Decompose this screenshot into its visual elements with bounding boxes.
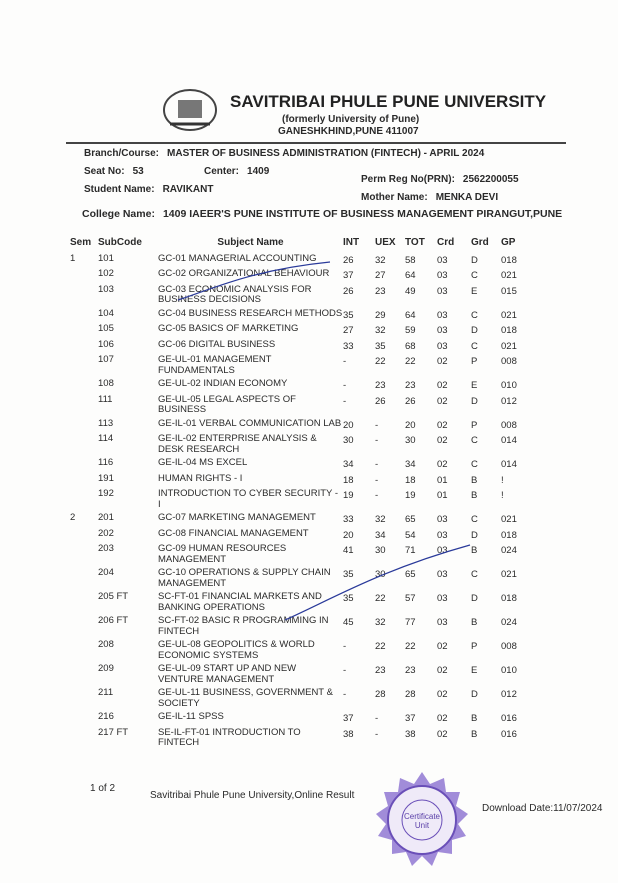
- subcode: 201: [98, 512, 114, 523]
- total-marks: 34: [405, 459, 416, 470]
- mother-name-value: MENKA DEVI: [435, 192, 499, 203]
- subject-name: GC-02 ORGANIZATIONAL BEHAVIOUR: [158, 268, 330, 279]
- credits: 02: [437, 728, 448, 740]
- table-row: [70, 434, 540, 458]
- subcode: 101: [98, 252, 114, 264]
- uex-marks: 22: [375, 641, 386, 652]
- branch-field: [84, 148, 484, 160]
- uex-marks: -: [375, 474, 379, 486]
- grade: P: [471, 356, 478, 367]
- total-marks: 54: [405, 529, 416, 541]
- subcode: 191: [98, 472, 114, 484]
- grade-points: 021: [501, 309, 517, 321]
- uex-marks: 22: [375, 593, 386, 604]
- table-row: [70, 285, 540, 309]
- credits: 03: [437, 545, 448, 556]
- table-row: [70, 513, 540, 529]
- prn-value: 2562200055: [462, 174, 519, 185]
- subcode: 103: [98, 283, 114, 295]
- credits: 02: [437, 380, 448, 391]
- subject-name: GC-09 HUMAN RESOURCES MANAGEMENT: [158, 543, 287, 565]
- university-name: SAVITRIBAI PHULE PUNE UNIVERSITY: [230, 92, 547, 111]
- grade-points: !: [501, 474, 504, 486]
- col-subcode: SubCode: [98, 237, 142, 248]
- grade: E: [471, 285, 478, 297]
- total-marks: 18: [405, 474, 416, 486]
- grade-points: 018: [501, 529, 517, 541]
- total-marks: 71: [405, 545, 416, 556]
- subject-name: GE-UL-02 INDIAN ECONOMY: [158, 378, 288, 389]
- int-marks: 41: [343, 545, 354, 556]
- credits: 03: [437, 617, 448, 628]
- grade: C: [471, 459, 478, 470]
- college-field: [82, 208, 562, 220]
- subject-name: SE-IL-FT-01 INTRODUCTION TO FINTECH: [158, 726, 301, 748]
- table-row: [70, 712, 540, 728]
- grade: C: [471, 569, 478, 580]
- grade: D: [471, 254, 478, 266]
- credits: 02: [437, 419, 448, 431]
- grade: D: [471, 325, 478, 336]
- total-marks: 30: [405, 435, 416, 446]
- total-marks: 19: [405, 490, 416, 501]
- col-sem: Sem: [70, 237, 92, 248]
- subcode: 211: [98, 687, 114, 698]
- int-marks: 37: [343, 270, 354, 281]
- total-marks: 64: [405, 270, 416, 281]
- grade: C: [471, 435, 478, 446]
- total-marks: 49: [405, 285, 416, 297]
- subject-name: HUMAN RIGHTS - I: [158, 472, 243, 484]
- subcode: 111: [98, 393, 113, 405]
- grade: D: [471, 529, 478, 541]
- total-marks: 22: [405, 356, 416, 367]
- uex-marks: 32: [375, 325, 386, 336]
- grade-points: 016: [501, 728, 517, 740]
- grade-points: 018: [501, 325, 517, 336]
- grade-points: 024: [501, 545, 517, 556]
- subcode: 107: [98, 354, 114, 365]
- table-row: [70, 309, 540, 325]
- col-gp: GP: [501, 237, 516, 248]
- subcode: 202: [98, 527, 114, 539]
- grade-points: 021: [501, 569, 517, 580]
- total-marks: 65: [405, 514, 416, 525]
- credits: 02: [437, 641, 448, 652]
- divider: [66, 142, 566, 144]
- uex-marks: -: [375, 435, 379, 446]
- grade-points: 014: [501, 459, 517, 470]
- table-row: [70, 458, 540, 474]
- table-row: [70, 419, 540, 435]
- subcode: 208: [98, 639, 114, 650]
- table-row: [70, 568, 540, 592]
- grade: C: [471, 340, 478, 352]
- grade: B: [471, 490, 478, 501]
- grade: P: [471, 419, 478, 431]
- table-row: [70, 616, 540, 640]
- grade-points: 016: [501, 713, 517, 724]
- grade-points: 012: [501, 689, 517, 700]
- total-marks: 22: [405, 641, 416, 652]
- credits: 03: [437, 340, 448, 352]
- subcode: 204: [98, 567, 114, 578]
- total-marks: 58: [405, 254, 416, 266]
- int-marks: -: [343, 380, 347, 391]
- credits: 02: [437, 435, 448, 446]
- int-marks: 18: [343, 474, 354, 486]
- int-marks: -: [343, 356, 347, 367]
- int-marks: 30: [343, 435, 354, 446]
- college-value: 1409 IAEER'S PUNE INSTITUTE OF BUSINESS MANAGEMENT PIRANGUT,PUNE: [162, 208, 563, 220]
- grade-points: 014: [501, 435, 517, 446]
- credits: 03: [437, 569, 448, 580]
- subject-name: GC-10 OPERATIONS & SUPPLY CHAIN MANAGEMENT: [158, 567, 331, 589]
- subcode: 113: [98, 417, 114, 429]
- total-marks: 37: [405, 713, 416, 724]
- seat-value: 53: [132, 166, 144, 177]
- credits: 03: [437, 254, 448, 266]
- total-marks: 59: [405, 325, 416, 336]
- mother-name-label: Mother Name:: [361, 192, 428, 203]
- subcode: 108: [98, 378, 114, 389]
- mother-name-field: [361, 192, 498, 204]
- subject-name: SC-FT-02 BASIC R PROGRAMMING IN FINTECH: [158, 615, 329, 637]
- int-marks: 34: [343, 459, 354, 470]
- prn-label: Perm Reg No(PRN):: [361, 174, 455, 185]
- credits: 03: [437, 514, 448, 525]
- table-row: [70, 688, 540, 712]
- table-row: [70, 664, 540, 688]
- subject-name: GC-07 MARKETING MANAGEMENT: [158, 512, 316, 523]
- subcode: 206 FT: [98, 615, 129, 626]
- subject-name: GE-UL-08 GEOPOLITICS & WORLD ECONOMIC SYSTEMS: [158, 639, 315, 661]
- subcode: 114: [98, 433, 114, 444]
- total-marks: 23: [405, 380, 416, 391]
- col-tot: TOT: [405, 237, 425, 248]
- int-marks: 38: [343, 728, 354, 740]
- subject-name: GE-IL-01 VERBAL COMMUNICATION LAB: [158, 417, 342, 429]
- uex-marks: 22: [375, 356, 386, 367]
- table-row: [70, 640, 540, 664]
- credits: 01: [437, 474, 448, 486]
- sem: 1: [70, 252, 76, 264]
- int-marks: 27: [343, 325, 354, 336]
- grade: D: [471, 395, 478, 407]
- table-row: [70, 395, 540, 419]
- center-label: Center:: [204, 166, 240, 177]
- table-row: [70, 529, 540, 545]
- college-label: College Name:: [82, 208, 155, 220]
- grade-points: 008: [501, 356, 517, 367]
- credits: 02: [437, 665, 448, 676]
- total-marks: 64: [405, 309, 416, 321]
- uex-marks: -: [375, 490, 379, 501]
- total-marks: 20: [405, 419, 416, 431]
- table-row: [70, 728, 540, 752]
- grade-points: 010: [501, 380, 517, 391]
- subcode: 203: [98, 543, 114, 554]
- table-row: [70, 544, 540, 568]
- prn-field: [361, 174, 519, 186]
- table-row: [70, 592, 540, 616]
- int-marks: -: [343, 641, 347, 652]
- uex-marks: 30: [375, 569, 386, 580]
- subject-name: GC-03 ECONOMIC ANALYSIS FOR BUSINESS DECISIONS: [158, 283, 312, 305]
- grade-points: 021: [501, 270, 517, 281]
- total-marks: 38: [405, 728, 416, 740]
- subcode: 205 FT: [98, 591, 129, 602]
- table-row: [70, 474, 540, 490]
- subcode: 192: [98, 488, 114, 499]
- uex-marks: 28: [375, 689, 386, 700]
- grade: B: [471, 474, 478, 486]
- uex-marks: 23: [375, 665, 386, 676]
- subject-name: GC-05 BASICS OF MARKETING: [158, 323, 299, 334]
- subject-name: GC-06 DIGITAL BUSINESS: [158, 338, 276, 350]
- col-int: INT: [343, 237, 360, 248]
- grade: B: [471, 728, 478, 740]
- subject-name: SC-FT-01 FINANCIAL MARKETS AND BANKING OPERATIONS: [158, 591, 322, 613]
- credits: 03: [437, 309, 448, 321]
- int-marks: 33: [343, 340, 354, 352]
- credits: 02: [437, 395, 448, 407]
- grade-points: 015: [501, 285, 517, 297]
- credits: 03: [437, 325, 448, 336]
- uex-marks: -: [375, 728, 379, 740]
- int-marks: 35: [343, 593, 354, 604]
- page-number: 1 of 2: [90, 783, 116, 794]
- footer-source: Savitribai Phule Pune University,Online Result: [150, 790, 355, 801]
- int-marks: -: [343, 665, 347, 676]
- subject-name: INTRODUCTION TO CYBER SECURITY - I: [158, 488, 338, 510]
- table-row: [70, 254, 540, 270]
- svg-text:Certificate: Certificate: [403, 812, 441, 821]
- grade-points: 021: [501, 340, 517, 352]
- credits: 03: [437, 593, 448, 604]
- credits: 02: [437, 713, 448, 724]
- subcode: 217 FT: [98, 726, 129, 738]
- center-value: 1409: [247, 166, 270, 177]
- col-subject-name: Subject Name: [217, 237, 284, 248]
- subject-name: GE-UL-01 MANAGEMENT FUNDAMENTALS: [158, 354, 272, 376]
- uex-marks: 23: [375, 285, 386, 297]
- credits: 02: [437, 459, 448, 470]
- subject-name: GE-UL-09 START UP AND NEW VENTURE MANAGEMENT: [158, 663, 297, 685]
- uex-marks: 26: [375, 395, 386, 407]
- grade-points: 018: [501, 593, 517, 604]
- int-marks: 45: [343, 617, 354, 628]
- seat-label: Seat No:: [84, 166, 125, 177]
- subject-name: GE-IL-11 SPSS: [158, 711, 224, 722]
- grade: C: [471, 309, 478, 321]
- student-name-value: RAVIKANT: [162, 184, 214, 195]
- student-name-label: Student Name:: [84, 184, 155, 195]
- grade: C: [471, 514, 478, 525]
- grade: B: [471, 617, 478, 628]
- total-marks: 23: [405, 665, 416, 676]
- total-marks: 77: [405, 617, 416, 628]
- university-address: GANESHKHIND,PUNE 411007: [278, 126, 419, 137]
- int-marks: -: [343, 395, 347, 407]
- subject-name: GC-01 MANAGERIAL ACCOUNTING: [158, 252, 317, 264]
- int-marks: 35: [343, 309, 354, 321]
- grade: B: [471, 713, 478, 724]
- student-name-field: [84, 184, 214, 196]
- subcode: 216: [98, 711, 114, 722]
- grade: C: [471, 270, 478, 281]
- int-marks: 33: [343, 514, 354, 525]
- grade: B: [471, 545, 478, 556]
- former-name: (formerly University of Pune): [282, 114, 420, 125]
- credits: 01: [437, 490, 448, 501]
- subcode: 105: [98, 323, 114, 334]
- table-row: [70, 324, 540, 340]
- subcode: 104: [98, 307, 114, 319]
- branch-value: MASTER OF BUSINESS ADMINISTRATION (FINTECH) - APRIL 2024: [167, 148, 485, 159]
- grade: P: [471, 641, 478, 652]
- total-marks: 28: [405, 689, 416, 700]
- uex-marks: 32: [375, 254, 386, 266]
- grade: D: [471, 593, 478, 604]
- grade: D: [471, 689, 478, 700]
- col-crd: Crd: [437, 237, 455, 248]
- uex-marks: 27: [375, 270, 386, 281]
- grade-points: 010: [501, 665, 517, 676]
- seat-field: [84, 166, 144, 178]
- download-date: Download Date:11/07/2024: [482, 803, 603, 814]
- subject-name: GC-04 BUSINESS RESEARCH METHODS: [158, 307, 343, 319]
- uex-marks: 29: [375, 309, 386, 321]
- uex-marks: 34: [375, 529, 386, 541]
- uex-marks: -: [375, 459, 379, 470]
- uex-marks: 23: [375, 380, 386, 391]
- table-header: [70, 238, 540, 254]
- university-emblem-icon: [160, 88, 220, 132]
- credits: 03: [437, 529, 448, 541]
- total-marks: 68: [405, 340, 416, 352]
- subcode: 116: [98, 457, 114, 468]
- total-marks: 65: [405, 569, 416, 580]
- sem: 2: [70, 512, 76, 523]
- subcode: 102: [98, 268, 114, 279]
- uex-marks: 32: [375, 617, 386, 628]
- subject-name: GE-IL-02 ENTERPRISE ANALYSIS & DESK RESEARCH: [158, 433, 317, 455]
- total-marks: 26: [405, 395, 416, 407]
- table-row: [70, 355, 540, 379]
- int-marks: 26: [343, 254, 354, 266]
- grade: E: [471, 665, 478, 676]
- grade-points: 012: [501, 395, 517, 407]
- grade-points: !: [501, 490, 504, 501]
- table-row: [70, 379, 540, 395]
- grade-points: 018: [501, 254, 517, 266]
- table-row: [70, 489, 540, 513]
- int-marks: 20: [343, 419, 354, 431]
- marks-table: [70, 238, 540, 752]
- subject-name: GC-08 FINANCIAL MANAGEMENT: [158, 527, 309, 539]
- col-uex: UEX: [375, 237, 396, 248]
- certificate-stamp: [372, 770, 472, 870]
- svg-text:Unit: Unit: [414, 821, 430, 830]
- grade-points: 008: [501, 641, 517, 652]
- total-marks: 57: [405, 593, 416, 604]
- uex-marks: -: [375, 419, 379, 431]
- uex-marks: 35: [375, 340, 386, 352]
- credits: 03: [437, 270, 448, 281]
- center-field: [204, 166, 269, 178]
- subcode: 106: [98, 338, 114, 350]
- uex-marks: -: [375, 713, 379, 724]
- int-marks: 20: [343, 529, 354, 541]
- credits: 02: [437, 689, 448, 700]
- int-marks: -: [343, 689, 347, 700]
- subcode: 209: [98, 663, 114, 674]
- col-grd: Grd: [471, 237, 489, 248]
- grade-points: 021: [501, 514, 517, 525]
- grade: E: [471, 380, 478, 391]
- uex-marks: 30: [375, 545, 386, 556]
- branch-label: Branch/Course:: [84, 148, 160, 159]
- grade-points: 008: [501, 419, 517, 431]
- uex-marks: 32: [375, 514, 386, 525]
- int-marks: 26: [343, 285, 354, 297]
- table-row: [70, 340, 540, 356]
- subject-name: GE-UL-11 BUSINESS, GOVERNMENT & SOCIETY: [158, 687, 333, 709]
- credits: 02: [437, 356, 448, 367]
- subject-name: GE-IL-04 MS EXCEL: [158, 457, 248, 468]
- int-marks: 19: [343, 490, 354, 501]
- table-row: [70, 269, 540, 285]
- credits: 03: [437, 285, 448, 297]
- int-marks: 37: [343, 713, 354, 724]
- subject-name: GE-UL-05 LEGAL ASPECTS OF BUSINESS: [158, 393, 296, 415]
- grade-points: 024: [501, 617, 517, 628]
- int-marks: 35: [343, 569, 354, 580]
